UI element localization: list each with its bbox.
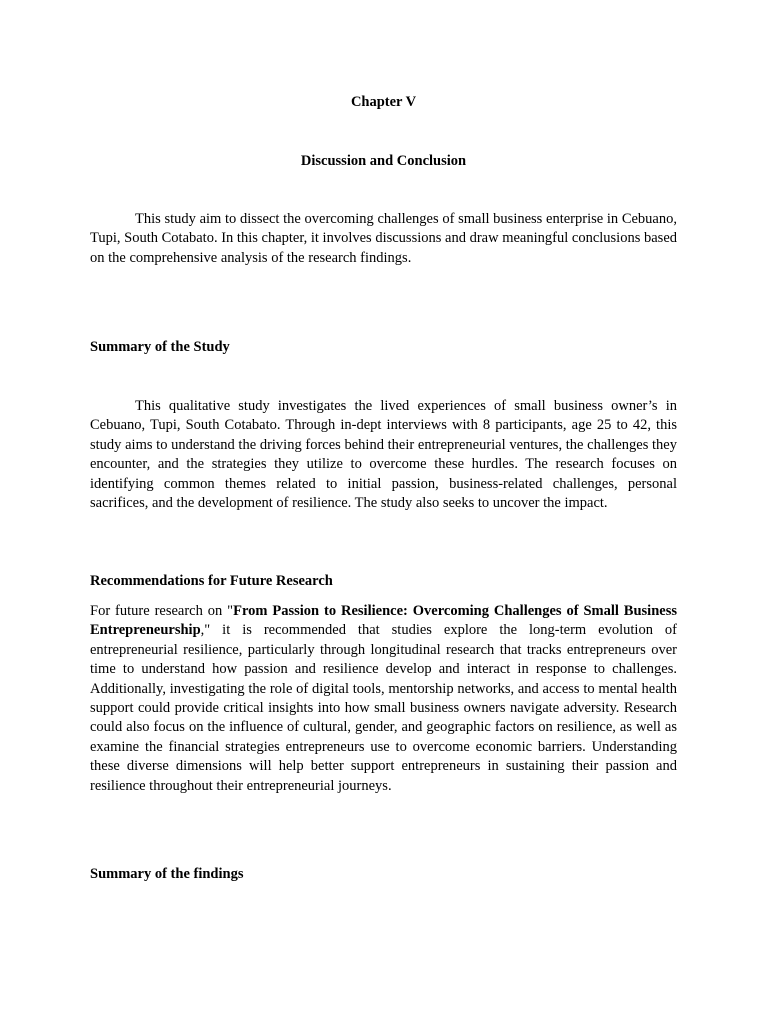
intro-paragraph: This study aim to dissect the overcoming challenges of small business enterprise in Cebuano, Tupi, South Cotabato. In this chapter, it involves discussions and draw meaningful conclusions based on the comprehensive analysis of the research findings. — [90, 211, 677, 266]
recommendations-study-title: From Passion to Resilience: Overcoming Challenges of Small Business Entrepreneurship — [90, 603, 677, 639]
chapter-title: Chapter V — [350, 94, 417, 110]
chapter-subtitle: Discussion and Conclusion — [300, 153, 467, 169]
recommendations-heading: Recommendations for Future Research — [90, 573, 333, 589]
summary-heading: Summary of the Study — [90, 339, 230, 355]
findings-heading: Summary of the findings — [90, 866, 244, 882]
recommendations-lead: For future research on " — [90, 603, 234, 619]
recommendations-body: ," it is recommended that studies explore the long-term evolution of entrepreneurial resilience, particularly through longitudinal research that tracks entrepreneurs over time to understand how passion and resilience develop and interact in response to challenges. Additionally, investigating the role of digital tools, mentorship networks, and access to mental health support could provide critical insights into how small business owners navigate adversity. Research could also focus on the influence of cultural, gender, and geographic factors on resilience, as well as examine the financial strategies entrepreneurs use to overcome economic barriers. Understanding these diverse dimensions will help better support entrepreneurs in sustaining their passion and resilience throughout their entrepreneurial journeys. — [90, 622, 677, 794]
summary-paragraph: This qualitative study investigates the lived experiences of small business owner’s in Cebuano, Tupi, South Cotabato. Through in-dept interviews with 8 participants, age 25 to 42, this study aims to understand the driving forces behind their entrepreneurial ventures, the challenges they encounter, and the strategies they utilize to overcome these hurdles. The research focuses on identifying common themes related to initial passion, business-related challenges, personal sacrifices, and the development of resilience. The study also seeks to uncover the impact. — [90, 398, 677, 512]
recommendations-paragraph — [90, 602, 677, 796]
